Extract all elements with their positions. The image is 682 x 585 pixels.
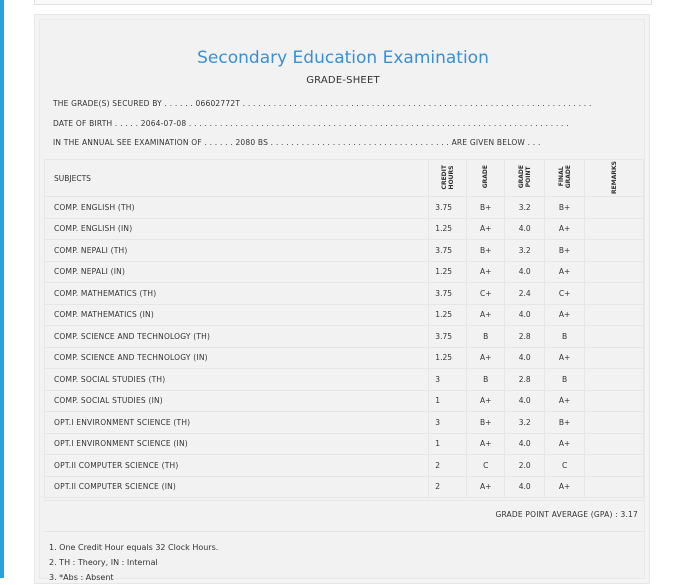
grade-cell: A+: [467, 476, 505, 498]
subject-cell: COMP. SOCIAL STUDIES (IN): [45, 390, 429, 412]
grade-cell: B+: [467, 197, 505, 219]
grade-cell: A+: [467, 390, 505, 412]
info-symbol-number: THE GRADE(S) SECURED BY . . . . . . 06602772T . . . . . . . . . . . . . . . . . . . . . . . . . . . . . . . . . . . . . . . . . . . . . . . . . . . . . . . . . . . . . . . . . . . .: [53, 99, 592, 108]
subject-cell: OPT.II COMPUTER SCIENCE (TH): [45, 455, 429, 477]
remarks-cell: [585, 240, 644, 262]
info-date-of-birth: DATE OF BIRTH . . . . . 2064-07-08 . . . . . . . . . . . . . . . . . . . . . . . . . . . . . . . . . . . . . . . . . . . . . . . . . . . . . . . . . . . . . . . . . . . . . . . . . .: [53, 119, 569, 128]
header-remarks: REMARKS: [585, 160, 644, 197]
subject-cell: COMP. ENGLISH (IN): [45, 218, 429, 240]
subject-cell: COMP. NEPALI (IN): [45, 261, 429, 283]
grade-point-cell: 4.0: [505, 347, 545, 369]
final-grade-cell: C+: [545, 283, 585, 305]
grades-table: [44, 159, 644, 498]
top-panel-edge: [34, 0, 652, 5]
remarks-cell: [585, 390, 644, 412]
final-grade-cell: B: [545, 369, 585, 391]
final-grade-cell: A+: [545, 261, 585, 283]
info-exam-year: IN THE ANNUAL SEE EXAMINATION OF . . . . . . 2080 BS . . . . . . . . . . . . . . . . . . . . . . . . . . . . . . . . . . . ARE GIVEN BELOW . . .: [53, 138, 541, 147]
final-grade-cell: B+: [545, 197, 585, 219]
table-row: [45, 347, 644, 369]
subject-cell: COMP. ENGLISH (TH): [45, 197, 429, 219]
page-title: Secondary Education Examination: [197, 48, 489, 68]
credit-cell: 2: [429, 476, 467, 498]
credit-cell: 2: [429, 455, 467, 477]
credit-cell: 3.75: [429, 197, 467, 219]
final-grade-cell: B+: [545, 240, 585, 262]
table-row: [45, 240, 644, 262]
table-header-row: [45, 160, 644, 197]
subject-cell: COMP. SCIENCE AND TECHNOLOGY (TH): [45, 326, 429, 348]
remarks-cell: [585, 455, 644, 477]
grade-sheet-card: [39, 19, 645, 582]
credit-cell: 3: [429, 412, 467, 434]
table-row: [45, 476, 644, 498]
credit-cell: 3.75: [429, 240, 467, 262]
table-row: [45, 326, 644, 348]
subject-cell: OPT.II COMPUTER SCIENCE (IN): [45, 476, 429, 498]
final-grade-cell: C: [545, 455, 585, 477]
remarks-cell: [585, 197, 644, 219]
final-grade-cell: A+: [545, 218, 585, 240]
grade-point-cell: 2.8: [505, 326, 545, 348]
subject-cell: OPT.I ENVIRONMENT SCIENCE (IN): [45, 433, 429, 455]
credit-cell: 1: [429, 433, 467, 455]
grade-point-cell: 4.0: [505, 433, 545, 455]
footnote-abbreviations: 2. TH : Theory, IN : Internal: [49, 558, 158, 567]
final-grade-cell: B+: [545, 412, 585, 434]
grade-point-cell: 4.0: [505, 218, 545, 240]
grade-cell: A+: [467, 347, 505, 369]
remarks-cell: [585, 326, 644, 348]
credit-cell: 1.25: [429, 304, 467, 326]
subject-cell: COMP. MATHEMATICS (TH): [45, 283, 429, 305]
credit-cell: 3.75: [429, 326, 467, 348]
table-row: [45, 390, 644, 412]
grade-point-cell: 4.0: [505, 390, 545, 412]
table-row: [45, 197, 644, 219]
remarks-cell: [585, 261, 644, 283]
remarks-cell: [585, 218, 644, 240]
header-subjects: SUBJECTS: [45, 160, 429, 197]
final-grade-cell: A+: [545, 390, 585, 412]
footnote-credit-hours: 1. One Credit Hour equals 32 Clock Hours.: [49, 543, 219, 552]
header-grade: GRADE: [467, 160, 505, 197]
grade-cell: B: [467, 369, 505, 391]
credit-cell: 1: [429, 390, 467, 412]
grade-point-cell: 2.8: [505, 369, 545, 391]
table-row: [45, 283, 644, 305]
grade-point-cell: 2.4: [505, 283, 545, 305]
grade-point-cell: 2.0: [505, 455, 545, 477]
grade-cell: B+: [467, 412, 505, 434]
remarks-cell: [585, 433, 644, 455]
grade-cell: C: [467, 455, 505, 477]
final-grade-cell: A+: [545, 304, 585, 326]
credit-cell: 1.25: [429, 261, 467, 283]
credit-cell: 1.25: [429, 218, 467, 240]
remarks-cell: [585, 369, 644, 391]
grade-point-cell: 4.0: [505, 304, 545, 326]
credit-cell: 3: [429, 369, 467, 391]
final-grade-cell: A+: [545, 433, 585, 455]
credit-cell: 3.75: [429, 283, 467, 305]
header-final-grade: FINAL GRADE: [545, 160, 585, 197]
table-row: [45, 412, 644, 434]
subject-cell: COMP. SOCIAL STUDIES (TH): [45, 369, 429, 391]
grade-point-cell: 3.2: [505, 197, 545, 219]
window-left-border: [0, 0, 4, 578]
header-credit-hours: CREDIT HOURS: [429, 160, 467, 197]
grade-cell: C+: [467, 283, 505, 305]
footnote-absent: 3. *Abs : Absent: [49, 573, 114, 582]
remarks-cell: [585, 412, 644, 434]
subject-cell: COMP. NEPALI (TH): [45, 240, 429, 262]
table-row: [45, 304, 644, 326]
remarks-cell: [585, 476, 644, 498]
grade-point-cell: 3.2: [505, 240, 545, 262]
table-row: [45, 455, 644, 477]
final-grade-cell: A+: [545, 476, 585, 498]
grade-cell: A+: [467, 304, 505, 326]
final-grade-cell: B: [545, 326, 585, 348]
remarks-cell: [585, 347, 644, 369]
gpa-summary: GRADE POINT AVERAGE (GPA) : 3.17: [495, 510, 638, 519]
remarks-cell: [585, 283, 644, 305]
final-grade-cell: A+: [545, 347, 585, 369]
credit-cell: 1.25: [429, 347, 467, 369]
grade-cell: A+: [467, 218, 505, 240]
subject-cell: COMP. SCIENCE AND TECHNOLOGY (IN): [45, 347, 429, 369]
header-grade-point: GRADE POINT: [505, 160, 545, 197]
table-row: [45, 261, 644, 283]
table-row: [45, 218, 644, 240]
grade-sheet-heading: GRADE-SHEET: [306, 75, 380, 86]
subject-cell: COMP. MATHEMATICS (IN): [45, 304, 429, 326]
grade-cell: A+: [467, 261, 505, 283]
grade-cell: A+: [467, 433, 505, 455]
footnotes: [49, 540, 218, 585]
grade-point-cell: 4.0: [505, 476, 545, 498]
table-row: [45, 369, 644, 391]
grade-sheet-panel: [34, 14, 650, 584]
grade-cell: B: [467, 326, 505, 348]
gpa-section: [44, 500, 644, 532]
grade-cell: B+: [467, 240, 505, 262]
subject-cell: OPT.I ENVIRONMENT SCIENCE (TH): [45, 412, 429, 434]
table-row: [45, 433, 644, 455]
grade-point-cell: 4.0: [505, 261, 545, 283]
grade-point-cell: 3.2: [505, 412, 545, 434]
remarks-cell: [585, 304, 644, 326]
